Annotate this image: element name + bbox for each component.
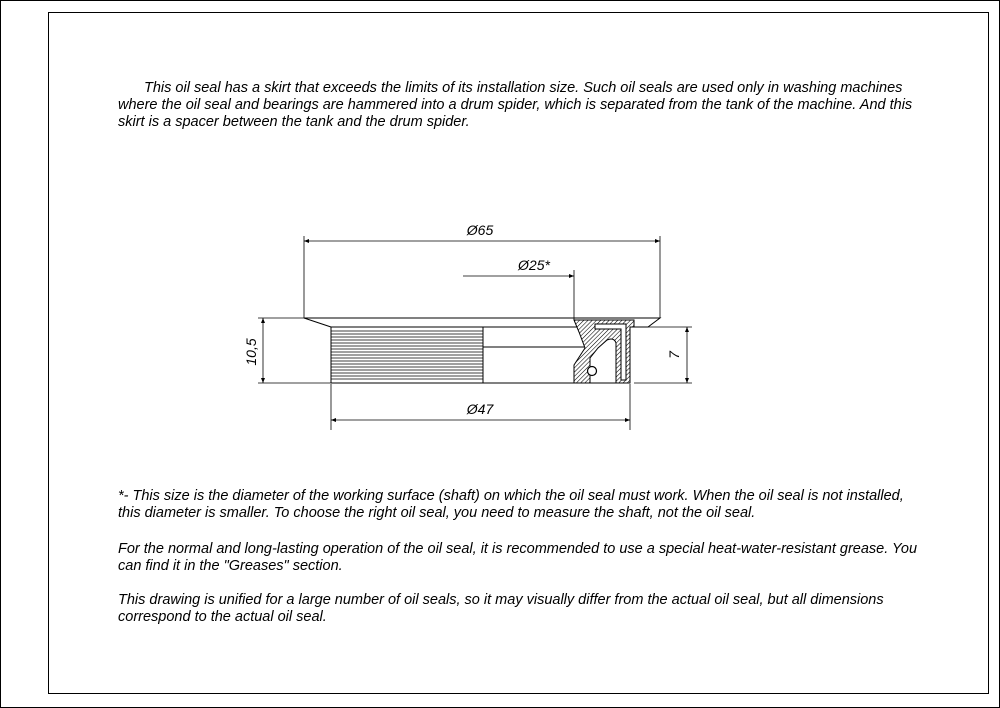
dimension-seal-height [634, 327, 692, 383]
grease-note: For the normal and long-lasting operation of the oil seal, it is recommended to use a special heat-water-resistant grease. You can find it in the "Greases" section. [118, 541, 918, 574]
flange-chamfer [304, 318, 331, 327]
intro-text: This oil seal has a skirt that exceeds the limits of its installation size. Such oil seals are used only in washing machines where the oil seal and bearings are hammered into a drum spider, which is separated from the tank of the machine. And this skirt is a spacer between the tank and the drum spider. [118, 80, 913, 130]
ribbed-surface [331, 331, 483, 379]
dimension-total-height [243, 318, 331, 383]
garter-spring [588, 367, 597, 376]
outer-diameter-label: Ø65 [466, 222, 494, 238]
total-height-label: 10,5 [243, 338, 259, 366]
shaft-note: *- This size is the diameter of the working surface (shaft) on which the oil seal must work. When the oil seal is not installed, this diameter is smaller. To choose the right oil seal, you need to measure the shaft, not the oil seal. [118, 488, 904, 521]
dimension-body-diameter [331, 384, 630, 430]
seal-height-label: 7 [666, 351, 682, 359]
dimension-shaft-diameter [463, 257, 574, 320]
drawing-note: This drawing is unified for a large number of oil seals, so it may visually differ from the actual oil seal, but all dimensions correspond to the actual oil seal. [118, 592, 884, 625]
dimension-outer-diameter [304, 222, 660, 318]
shaft-diameter-label: Ø25* [518, 257, 550, 273]
body-diameter-label: Ø47 [466, 401, 494, 417]
